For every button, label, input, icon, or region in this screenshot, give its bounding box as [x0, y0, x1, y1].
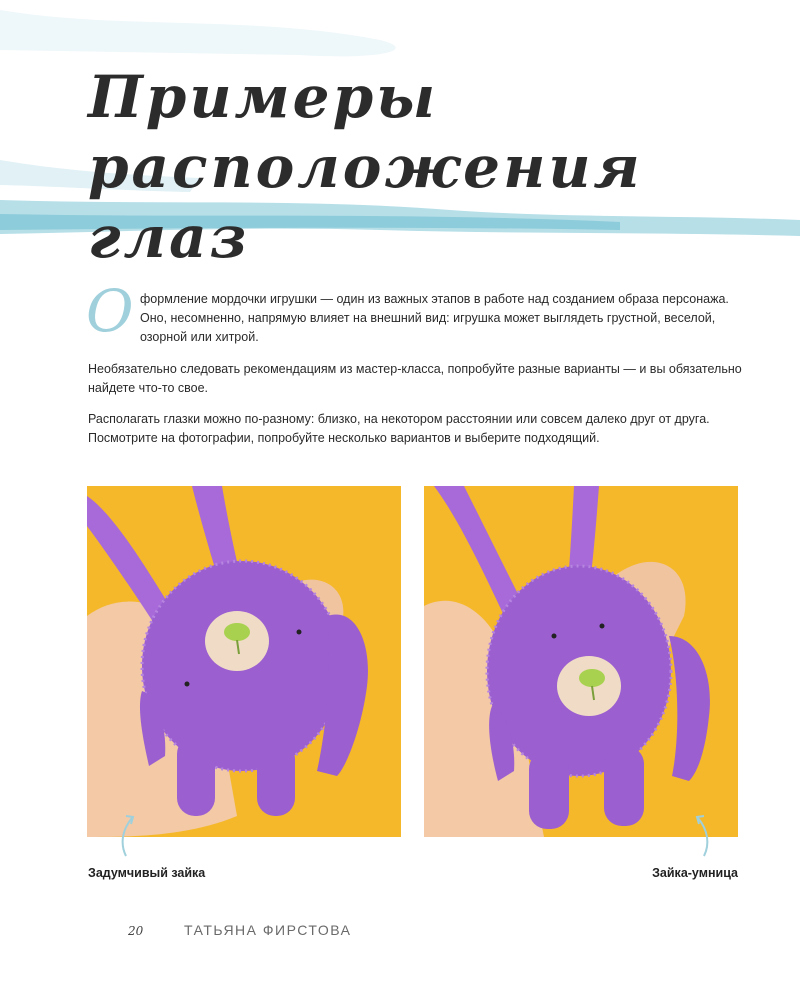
photo-clever-bunny [424, 486, 738, 837]
intro-paragraph-2: Необязательно следовать рекомендациям из мастер-класса, попробуйте разные варианты — и вы обязательно найдете что-то свое. [88, 362, 742, 395]
photo-caption-1: Задумчивый зайка [88, 866, 206, 880]
page-number: 20 [128, 924, 144, 938]
photo-thoughtful-bunny [87, 486, 401, 837]
curved-arrow-icon [112, 812, 142, 858]
curved-arrow-icon [688, 812, 718, 858]
title-line-1: Примеры [88, 63, 439, 131]
author-name: ТАТЬЯНА ФИРСТОВА [184, 922, 352, 938]
bunny-photo-icon [424, 486, 738, 837]
drop-cap: О [86, 277, 134, 345]
intro-paragraph-1: формление мордочки игрушки — один из важных этапов в работе над созданием образа персонажа. Оно, несомненно, напрямую влияет на внешний вид: игрушка может выглядеть грустной, веселой, озорной или хитрой. [140, 292, 729, 344]
page-title [88, 62, 688, 272]
photo-caption-2: Зайка-умница [652, 866, 738, 880]
intro-paragraph-3: Располагать глазки можно по-разному: близко, на некотором расстоянии или совсем далеко друг от друга. Посмотрите на фотографии, попробуйте несколько вариантов и выберите подходящий. [88, 412, 710, 445]
bunny-photo-icon [87, 486, 401, 837]
title-line-2: расположения глаз [88, 133, 643, 271]
